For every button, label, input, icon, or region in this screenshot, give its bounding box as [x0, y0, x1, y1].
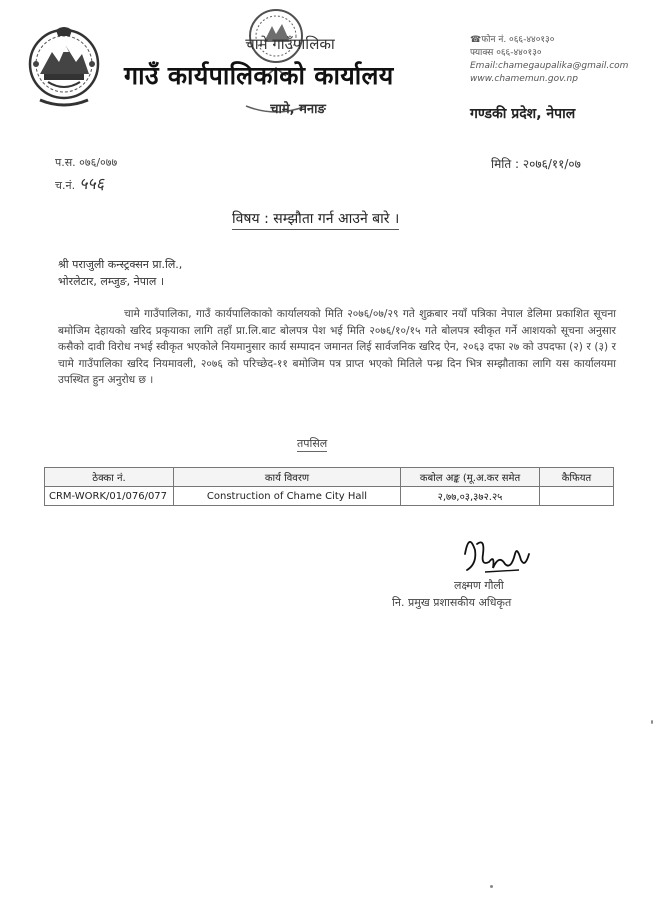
col-header-remarks: कैफियत: [540, 468, 614, 487]
scan-speck: [490, 885, 493, 888]
signatory-name: लक्ष्मण गौली: [454, 579, 504, 592]
dispatch-label: च.नं.: [55, 179, 76, 192]
office-location: चामे, मनाङ: [270, 102, 326, 117]
letter-body: चामे गाउँपालिका, गाउँ कार्यपालिकाको कार्यालयको मिति २०७६/०७/२९ गते शुक्रबार नयाँ पत्रिका नेपाल डेलिमा प्रकाशित सूचना बमोजिम देहायको खरिद प्रकृयाका लागि तहाँ प्रा.लि.बाट बोलपत्र पेश भई मिति २०७६/१०/१५ गते बोलपत्र स्वीकृत गर्ने आशयको सूचना अनुसार कसैको दावी विरोध नभई स्वीकृत भएकोले नियमानुसार कार्य सम्पादन जमानत लिई सार्वजनिक खरिद ऐन, २०६३ दफा २७ को उपदफा (२) र (३) र चामे गाउँपालिका खरिद नियमावली, २०७६ को परिच्छेद-११ बमोजिम पत्र प्राप्त भएको मितिले पन्ध्र दिन भित्र सम्झौताका लागि यस कार्यालयमा उपस्थित हुन अनुरोध छ ।: [58, 308, 616, 386]
nepal-emblem-logo: [26, 22, 102, 110]
signature-mark: [455, 524, 537, 582]
cell-description: Construction of Chame City Hall: [174, 487, 401, 506]
addressee-line-2: भोरलेटार, लम्जुङ, नेपाल ।: [58, 275, 164, 288]
scan-speck: [651, 720, 653, 724]
dispatch-handwritten: ५५६: [79, 174, 105, 193]
addressee-block: [58, 256, 182, 290]
table-row: [45, 487, 614, 506]
cell-remarks: [540, 487, 614, 506]
letter-subject: विषय : सम्झौता गर्न आउने बारे ।: [232, 209, 399, 230]
col-header-bid-amount: कबोल अङ्क (मू.अ.कर समेत: [401, 468, 540, 487]
contract-table: [44, 467, 614, 506]
email-line: Email:chamegaupalika@gmail.com: [470, 61, 629, 71]
municipality-subtitle: चामे गाउँपालिका: [245, 35, 335, 53]
office-title: गाउँ कार्यपालिकाको कार्यालय: [124, 61, 394, 90]
province-label: गण्डकी प्रदेश, नेपाल: [470, 106, 576, 122]
fax-line: फ्याक्स ०६६-४४०१३०: [470, 48, 542, 58]
website-line: www.chamemun.gov.np: [470, 74, 578, 84]
table-header-row: [45, 468, 614, 487]
cell-bid-amount: २,७७,०३,३७२.२५: [401, 487, 540, 506]
schedule-heading: तपसिल: [297, 437, 328, 450]
cell-contract-no: CRM-WORK/01/076/077: [45, 487, 174, 506]
col-header-description: कार्य विवरण: [174, 468, 401, 487]
letter-date: मिति : २०७६/११/०७: [491, 157, 581, 171]
addressee-line-1: श्री पराजुली कन्स्ट्रक्सन प्रा.लि.,: [58, 258, 183, 271]
contact-block: [470, 34, 640, 86]
signatory-title: नि. प्रमुख प्रशासकीय अधिकृत: [392, 596, 512, 609]
reference-number: प.स. ०७६/०७७: [55, 156, 118, 169]
phone-line: ☎फोन नं. ०६६-४४०१३०: [470, 35, 555, 45]
col-header-contract-no: ठेक्का नं.: [45, 468, 174, 487]
dispatch-number: [55, 172, 104, 194]
